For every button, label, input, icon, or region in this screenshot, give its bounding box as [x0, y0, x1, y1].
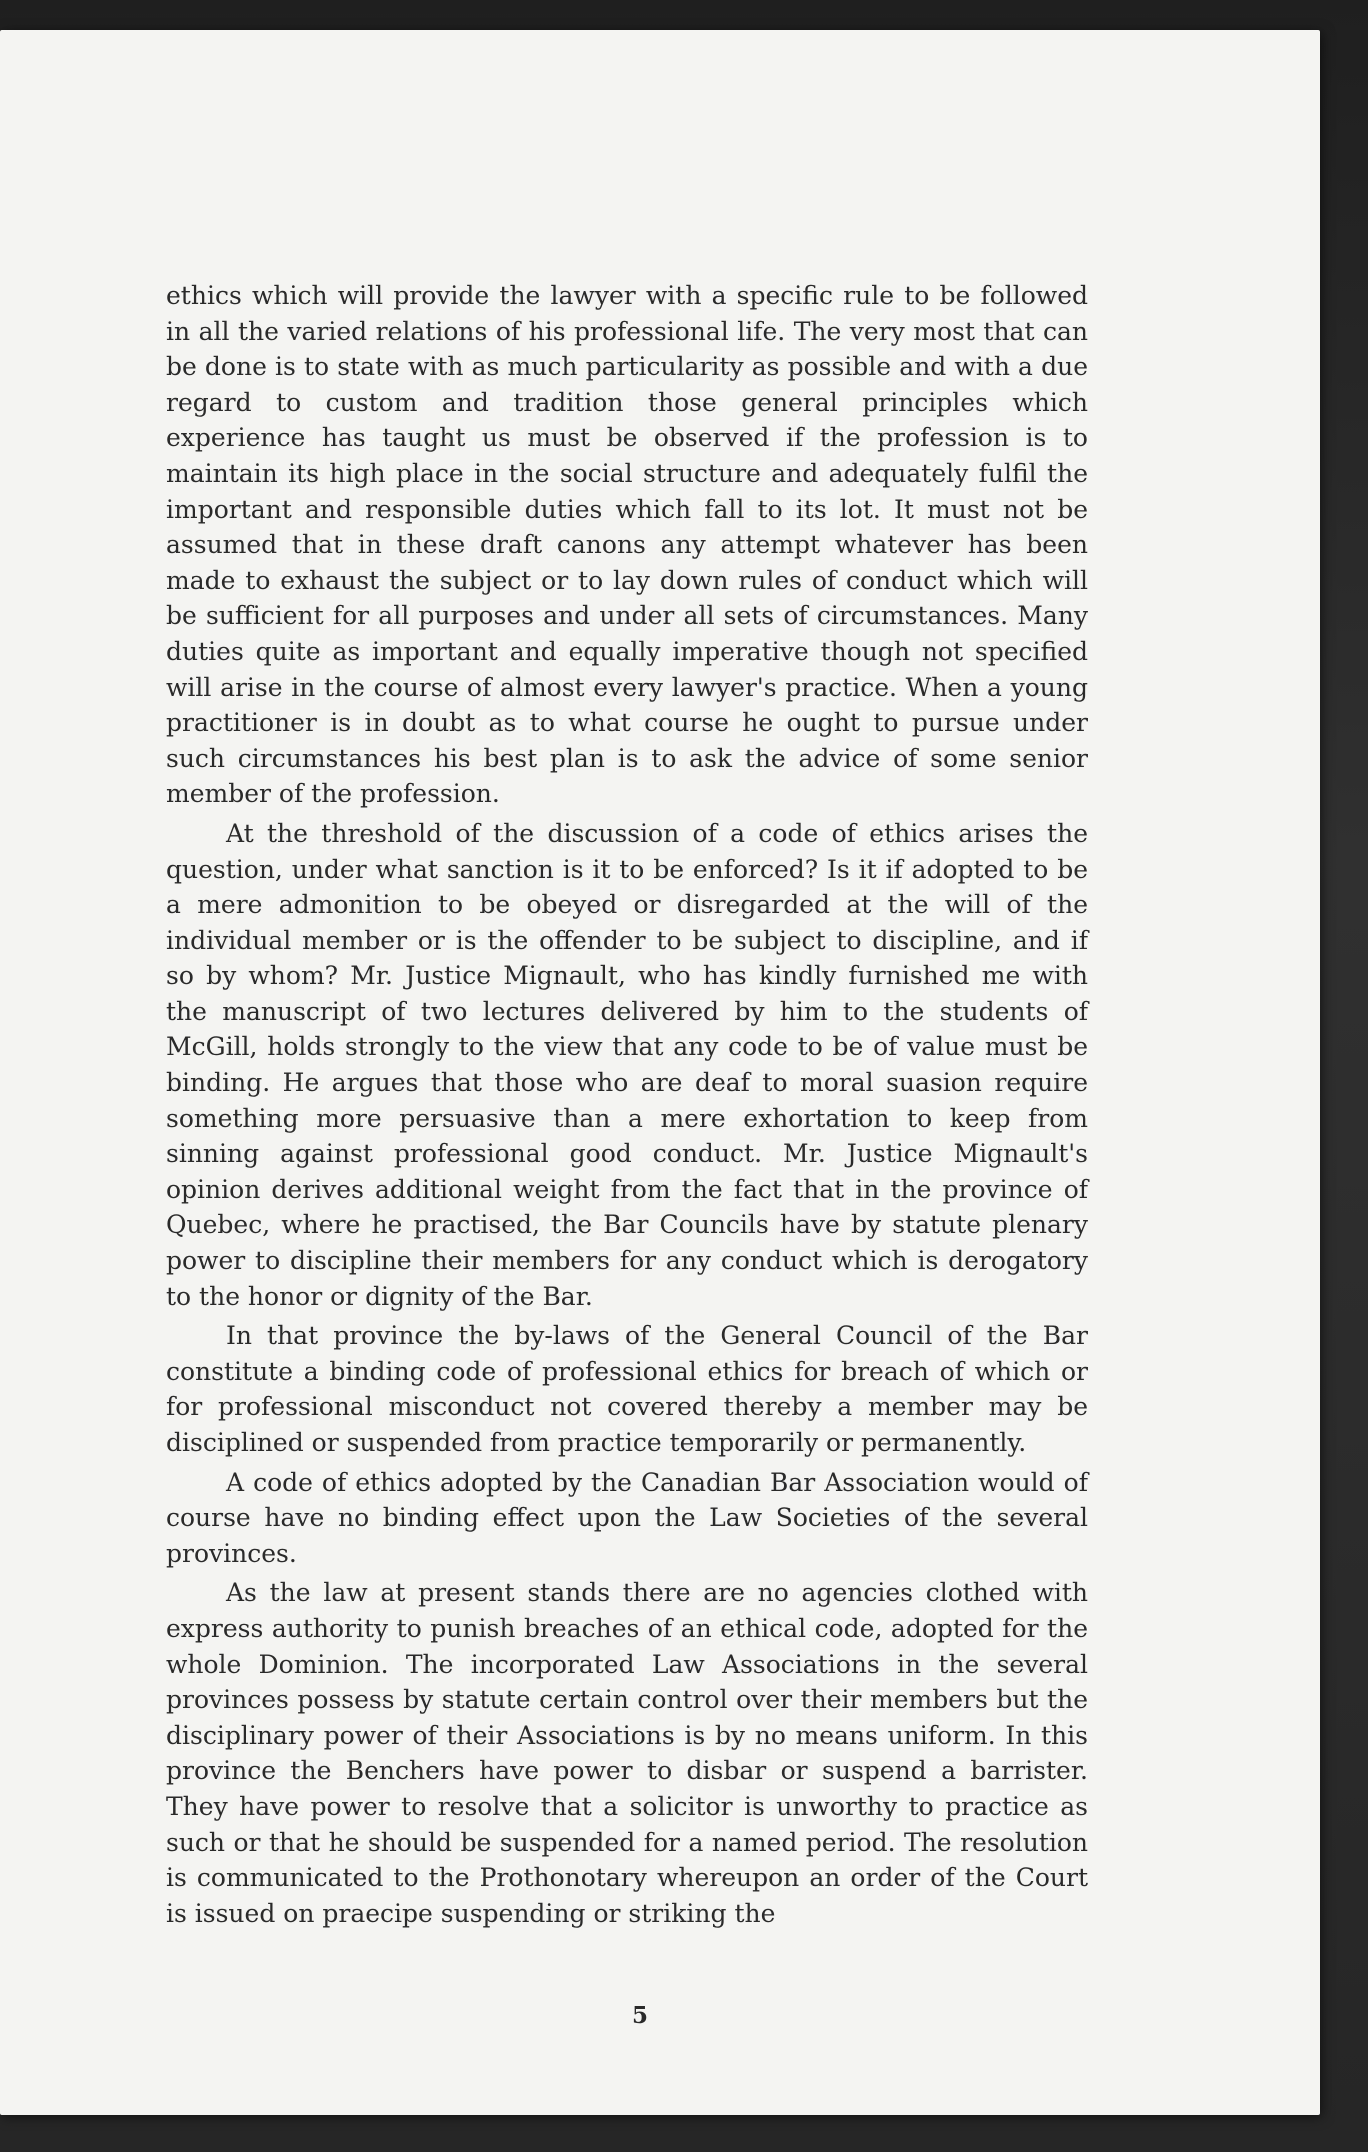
page-number: 5 — [631, 2002, 648, 2029]
paragraph-5: As the law at present stands there are no agencies clothed with express authority to punish breaches of an ethical code, adopted for the whole Dominion. The incorporated Law Associations in the several provinces possess by statute certain control over their members but the disciplinary power of their Associations is by no means uniform. In this province the Benchers have power to disbar or suspend a barrister. They have power to resolve that a solicitor is unworthy to practice as such or that he should be suspended for a named period. The resolution is communicated to the Prothonotary whereupon an order of the Court is issued on praecipe suspending or striking the — [166, 1578, 1088, 1928]
document-page — [0, 30, 1320, 2115]
paragraph-4: A code of ethics adopted by the Canadian Bar Association would of course have no binding effect upon the Law Societies of the several provinces. — [166, 1467, 1088, 1568]
paragraph-2: At the threshold of the discussion of a code of ethics arises the question, under what sanction is it to be enforced? Is it if adopted to be a mere admonition to be obeyed or disregarded at the will of the individual member or is the offender to be subject to discipline, and if so by whom? Mr. Justice Mignault, who has kindly furnished me with the manuscript of two lectures delivered by him to the students of McGill, holds strongly to the view that any code to be of value must be binding. He argues that those who are deaf to moral suasion require something more persuasive than a mere exhortation to keep from sinning against professional good conduct. Mr. Justice Mignault's opinion derives additional weight from the fact that in the province of Quebec, where he practised, the Bar Councils have by statute plenary power to discipline their members for any conduct which is derogatory to the honor or dignity of the Bar. — [166, 818, 1088, 1311]
paragraph-3: In that province the by-laws of the General Council of the Bar constitute a binding code of professional ethics for breach of which or for professional misconduct not covered thereby a member may be disciplined or suspended from practice temporarily or permanently. — [166, 1321, 1088, 1457]
paragraph-1: ethics which will provide the lawyer with a specific rule to be followed in all the varied relations of his professional life. The very most that can be done is to state with as much particularity as possible and with a due regard to custom and tradition those general principles which experience has taught us must be observed if the profession is to maintain its high place in the social structure and adequately fulfil the important and responsible duties which fall to its lot. It must not be assumed that in these draft canons any attempt whatever has been made to exhaust the subject or to lay down rules of conduct which will be sufficient for all purposes and under all sets of circumstances. Many duties quite as important and equally imperative though not specified will arise in the course of almost every lawyer's practice. When a young practitioner is in doubt as to what course he ought to pursue under such circumstances his best plan is to ask the advice of some senior member of the profession. — [166, 281, 1088, 809]
body-text — [166, 278, 1088, 1931]
